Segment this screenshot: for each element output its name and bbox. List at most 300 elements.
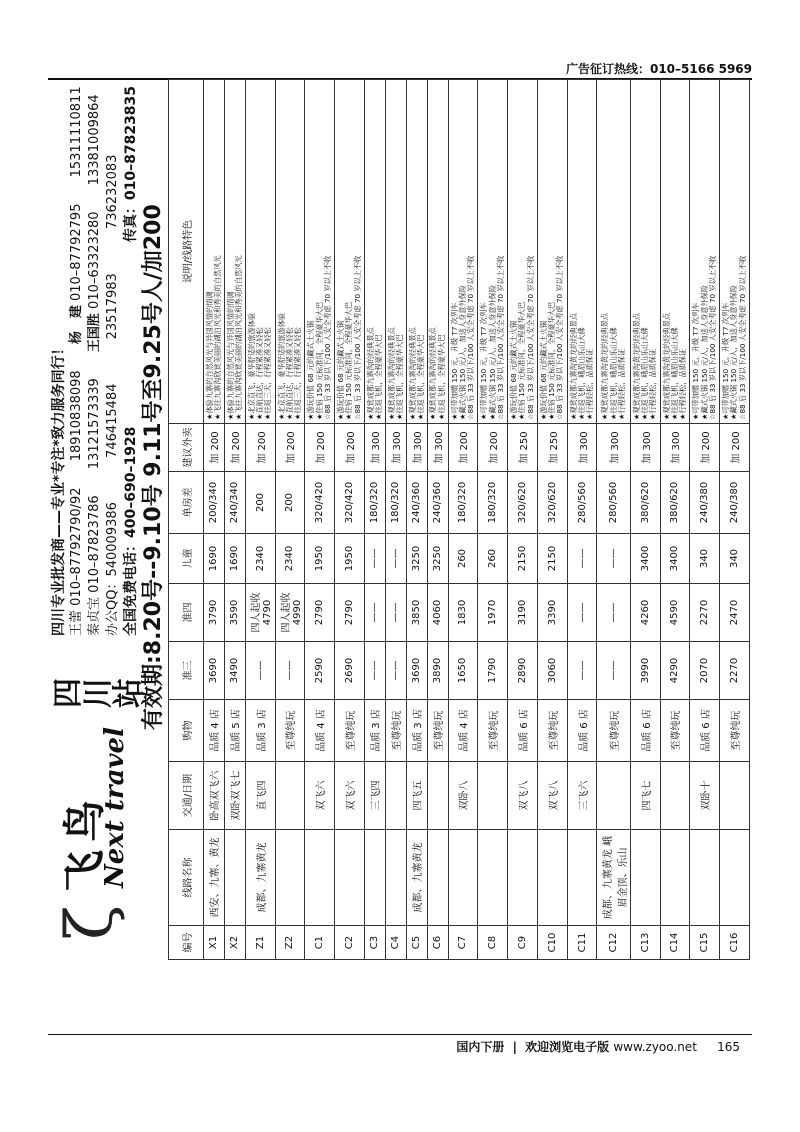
- price-z3: ——: [275, 642, 305, 700]
- shopping: 至尊纯玩: [660, 700, 690, 762]
- shopping: 品质 4 店: [305, 700, 335, 762]
- shopping: 至尊纯玩: [427, 700, 448, 762]
- price-child: ——: [364, 534, 385, 584]
- suggested-retail: 加 200: [275, 424, 305, 472]
- contact-mobile: 18910838098: [69, 370, 84, 462]
- price-child: ——: [385, 534, 406, 584]
- price-z3: 2270: [720, 642, 750, 700]
- footer-section: 国内下册: [456, 1040, 505, 1054]
- suggested-retail: 加 300: [567, 424, 597, 472]
- feature-line: ★住宿 150 元标准间，全程豪华大巴: [314, 301, 324, 420]
- route-code: C15: [690, 926, 720, 960]
- price-z3: 3890: [427, 642, 448, 700]
- route-name: [630, 830, 660, 926]
- feature-line: ★往返飞机，全程豪华大巴: [373, 334, 383, 420]
- contact-phone: 010–87792795: [69, 203, 84, 302]
- col-header: 单房差: [169, 472, 204, 534]
- price-z4: 四人起收 4790: [245, 584, 275, 642]
- feature-line: ★住宿 150 元标准间，全程豪华大巴: [517, 301, 527, 420]
- single-room: 180/320: [385, 472, 406, 534]
- route-code: C9: [508, 926, 538, 960]
- route-code: C13: [630, 926, 660, 960]
- contact-row: [68, 86, 86, 636]
- feature-line: ★行程轻松，品质保证: [616, 348, 626, 420]
- price-child: 3250: [406, 534, 427, 584]
- price-z4: 2790: [335, 584, 365, 642]
- route-name: [305, 830, 335, 926]
- route-features: [690, 80, 720, 424]
- transport-days: 四飞五: [406, 762, 427, 830]
- shopping: 品质 5 店: [224, 700, 245, 762]
- feature-line: ★行程轻松，品质保证: [585, 348, 595, 420]
- table-row: [305, 80, 335, 960]
- price-z3: 3060: [537, 642, 567, 700]
- route-code: C11: [567, 926, 597, 960]
- price-child: 260: [448, 534, 478, 584]
- price-z4: ——: [567, 584, 597, 642]
- feature-line: ★观赏成都九寨沟的经典景点: [428, 327, 438, 420]
- suggested-retail: 加 300: [364, 424, 385, 472]
- price-child: 2340: [245, 534, 275, 584]
- feature-line: ★往返飞机，全程豪华大巴: [415, 334, 425, 420]
- col-header: 线路名称: [169, 830, 204, 926]
- shopping: 至尊纯玩: [720, 700, 750, 762]
- table-row: [385, 80, 406, 960]
- shopping: 至尊纯玩: [478, 700, 508, 762]
- transport-days: 直飞四: [245, 762, 275, 830]
- qq-number: 736232083: [105, 154, 120, 230]
- single-room: 320/420: [335, 472, 365, 534]
- table-row: [537, 80, 567, 960]
- shopping: 品质 6 店: [508, 700, 538, 762]
- feature-line: ☆88 后 33 岁以下/100 人安全考虑 70 岁以上不收: [322, 255, 332, 420]
- footer-separator: |: [512, 1040, 517, 1054]
- table-row: [690, 80, 720, 960]
- feature-line: ★藏式火锅 150 元/人，加送人身意外保险: [487, 285, 497, 420]
- route-features: [406, 80, 427, 424]
- feature-line: ★住宿 150 元标准间，全程豪华大巴: [547, 301, 557, 420]
- contact-phone: 010–87792790/92: [69, 487, 84, 606]
- suggested-retail: 加 200: [335, 424, 365, 472]
- transport-days: 双飞八: [537, 762, 567, 830]
- suggested-retail: 加 300: [597, 424, 630, 472]
- table-header-row: [169, 80, 204, 960]
- suggested-retail: 加 200: [245, 424, 275, 472]
- price-z3: 2890: [508, 642, 538, 700]
- table-row: [406, 80, 427, 960]
- price-child: 2150: [537, 534, 567, 584]
- feature-line: ☆88 后 33 岁以下/100 人安全考虑 70 岁以上不收: [495, 255, 505, 420]
- station-char: 四: [51, 672, 86, 708]
- feature-line: ★飞往九寨沟欣赏美丽的湖泊风光和秀美的自然风光: [212, 255, 222, 420]
- feature-line: ☆88 后 33 岁以下/100 人安全考虑 70 岁以上不收: [707, 255, 717, 420]
- price-child: 340: [720, 534, 750, 584]
- shopping: 品质 6 店: [630, 700, 660, 762]
- route-name: [385, 830, 406, 926]
- route-features: [660, 80, 690, 424]
- shopping: 品质 6 店: [690, 700, 720, 762]
- route-name: [567, 830, 597, 926]
- col-header: 交通/日期: [169, 762, 204, 830]
- price-z4: 2790: [305, 584, 335, 642]
- table-row: [427, 80, 448, 960]
- feature-line: ★往返飞机，峨眉山乐山大佛: [669, 327, 679, 420]
- ad-hotline: 广告征订热线：010–5166 5969: [565, 62, 752, 76]
- route-name: [275, 830, 305, 926]
- shopping: 品质 3 店: [245, 700, 275, 762]
- feature-line: ★观赏成都九寨沟黄龙的经典景点: [631, 312, 641, 420]
- table-row: [660, 80, 690, 960]
- transport-days: [385, 762, 406, 830]
- footer-welcome: 欢迎浏览电子版: [525, 1040, 610, 1054]
- single-room: 180/320: [364, 472, 385, 534]
- price-z4: 3190: [508, 584, 538, 642]
- route-price-table: [168, 79, 750, 960]
- feature-line: ★往返飞机，峨眉山乐山大佛: [608, 327, 618, 420]
- price-child: 2150: [508, 534, 538, 584]
- table-row: [630, 80, 660, 960]
- feature-line: ★藏式火锅 150 元/人，加送人身意外保险: [457, 285, 467, 420]
- feature-line: ★游玩价值 68 元的藏式土火锅: [306, 320, 316, 420]
- transport-days: 双卧八: [448, 762, 478, 830]
- feature-line: ★观赏成都九寨沟黄龙的经典景点: [568, 312, 578, 420]
- feature-line: ★行程轻松，品质保证: [678, 348, 688, 420]
- suggested-retail: 加 200: [224, 424, 245, 472]
- price-z4: ——: [385, 584, 406, 642]
- feature-line: ★观赏成都九寨沟黄龙的经典景点: [661, 312, 671, 420]
- feature-line: ★往返飞机，全程豪华大巴: [436, 334, 446, 420]
- feature-line: ★观赏成都九寨沟的经典景点: [386, 327, 396, 420]
- route-features: [597, 80, 630, 424]
- route-code: C12: [597, 926, 630, 960]
- price-child: ——: [597, 534, 630, 584]
- logo-english: Next travel: [100, 727, 130, 888]
- price-child: 1690: [224, 534, 245, 584]
- route-features: [508, 80, 538, 424]
- price-z3: 3490: [224, 642, 245, 700]
- col-header: 建议外卖: [169, 424, 204, 472]
- station-char: 川: [81, 672, 116, 708]
- feature-line: ★观赏成都九寨沟的经典景点: [365, 327, 375, 420]
- route-code: C1: [305, 926, 335, 960]
- route-code: C3: [364, 926, 385, 960]
- route-features: [335, 80, 365, 424]
- feature-line: ★体验九寨的自然风光与异国风情的情调: [204, 291, 214, 420]
- route-code: C10: [537, 926, 567, 960]
- feature-line: ★北京直飞，豪华舒适的旅游体验: [246, 312, 256, 420]
- price-z4: 4260: [630, 584, 660, 642]
- price-z3: 2070: [690, 642, 720, 700]
- price-child: 3400: [660, 534, 690, 584]
- table-row: [275, 80, 305, 960]
- price-child: 3250: [427, 534, 448, 584]
- contact-name: 王蕾: [69, 609, 84, 636]
- route-name: [335, 830, 365, 926]
- qq-number: 746415484: [105, 383, 120, 458]
- feature-line: ★住宿 150 元标准间，全程豪华大巴: [344, 301, 354, 420]
- price-z3: 3990: [630, 642, 660, 700]
- feature-line: ★飞往九寨沟欣赏美丽的湖泊风光和秀美的自然风光: [233, 255, 243, 420]
- station-title: [51, 640, 146, 708]
- feature-line: ★往返三天，行程紧凑又轻松: [263, 327, 273, 420]
- single-room: 240/340: [224, 472, 245, 534]
- price-child: ——: [567, 534, 597, 584]
- route-code: C4: [385, 926, 406, 960]
- suggested-retail: 加 300: [406, 424, 427, 472]
- table-row: [567, 80, 597, 960]
- feature-line: ★往返飞机，全程豪华大巴: [394, 334, 404, 420]
- route-name: [224, 830, 245, 926]
- suggested-retail: 加 300: [385, 424, 406, 472]
- transport-days: [427, 762, 448, 830]
- feature-line: ★可带加赠 150 元，升级 T7 次列车: [691, 302, 701, 420]
- phone-row: [122, 86, 140, 636]
- feature-line: ★体验九寨的自然风光与异国风情的情调: [225, 291, 235, 420]
- feature-line: ★藏式火锅 150 元/人，加送人身意外保险: [729, 285, 739, 420]
- col-header: 编号: [169, 926, 204, 960]
- table-row: [224, 80, 245, 960]
- route-code: Z2: [275, 926, 305, 960]
- transport-days: [478, 762, 508, 830]
- feature-line: ★往返三天，行程紧凑又轻松: [293, 327, 303, 420]
- shopping: 至尊纯玩: [597, 700, 630, 762]
- contact-phone: 010–63323280: [87, 211, 102, 309]
- transport-days: 双飞六: [335, 762, 365, 830]
- suggested-retail: 加 300: [630, 424, 660, 472]
- price-child: 3400: [630, 534, 660, 584]
- route-code: Z1: [245, 926, 275, 960]
- shopping: 品质 4 店: [204, 700, 225, 762]
- price-z3: ——: [597, 642, 630, 700]
- suggested-retail: 加 200: [690, 424, 720, 472]
- single-room: 200: [275, 472, 305, 534]
- feature-line: ★可带加赠 150 元，升级 T7 次列车: [479, 302, 489, 420]
- price-z4: ——: [364, 584, 385, 642]
- route-name: 成都、九寨黄龙: [406, 830, 427, 926]
- route-features: [567, 80, 597, 424]
- feature-line: ☆88 后 33 岁以下/100 人安全考虑 70 岁以上不收: [737, 255, 747, 420]
- col-header: 购物: [169, 700, 204, 762]
- price-child: 340: [690, 534, 720, 584]
- single-room: 280/560: [567, 472, 597, 534]
- footer-rule: [48, 1034, 752, 1035]
- suggested-retail: 加 200: [305, 424, 335, 472]
- price-z4: 4590: [660, 584, 690, 642]
- price-z4: 3390: [537, 584, 567, 642]
- transport-days: 三飞四: [364, 762, 385, 830]
- feature-line: ★行程轻松，品质保证: [648, 348, 658, 420]
- transport-days: 双卧双飞七: [224, 762, 245, 830]
- feature-line: ☆88 后 33 岁以下/100 人安全考虑 70 岁以上不收: [466, 255, 476, 420]
- feature-line: ★可带加赠 150 元，升级 T7 次列车: [721, 302, 731, 420]
- suggested-retail: 加 200: [448, 424, 478, 472]
- feature-line: ★藏式火锅 150 元/人，加送人身意外保险: [699, 285, 709, 420]
- table-row: [204, 80, 225, 960]
- single-room: 180/320: [448, 472, 478, 534]
- agency-header: [48, 80, 146, 960]
- table-row: [478, 80, 508, 960]
- office-qq: 办公QQ：540009386: [105, 502, 120, 636]
- table-row: [448, 80, 478, 960]
- price-z4: 2470: [720, 584, 750, 642]
- route-name: 成都、九寨黄龙: [245, 830, 275, 926]
- shopping: 至尊纯玩: [335, 700, 365, 762]
- route-features: [720, 80, 750, 424]
- shopping: 品质 3 店: [364, 700, 385, 762]
- shopping: 品质 4 店: [448, 700, 478, 762]
- route-features: [275, 80, 305, 424]
- feature-line: ☆88 后 33 岁以下/100 人安全考虑 70 岁以上不收: [352, 255, 362, 420]
- single-room: 320/420: [305, 472, 335, 534]
- col-header: 说明/线路特色: [169, 80, 204, 424]
- shopping: 至尊纯玩: [275, 700, 305, 762]
- contact-phone: 010–87823786: [87, 495, 102, 593]
- feature-line: ★游玩价值 68 元的藏式土火锅: [538, 320, 548, 420]
- price-z4: 四人起收 4990: [275, 584, 305, 642]
- feature-line: ★游玩价值 68 元的藏式土火锅: [336, 320, 346, 420]
- price-z3: 3690: [204, 642, 225, 700]
- page-footer: [456, 1038, 740, 1055]
- single-room: 200: [245, 472, 275, 534]
- transport-days: [275, 762, 305, 830]
- price-z3: ——: [385, 642, 406, 700]
- route-features: [478, 80, 508, 424]
- price-z4: 1830: [448, 584, 478, 642]
- single-room: 240/360: [427, 472, 448, 534]
- col-header: 准四: [169, 584, 204, 642]
- route-code: X2: [224, 926, 245, 960]
- shopping: 品质 3 店: [406, 700, 427, 762]
- feature-line: ★观赏成都九寨沟的经典景点: [407, 327, 417, 420]
- price-z3: 3690: [406, 642, 427, 700]
- route-code: C6: [427, 926, 448, 960]
- feature-line: ★观赏成都九寨沟黄龙的经典景点: [600, 312, 610, 420]
- route-name: [720, 830, 750, 926]
- route-name: [508, 830, 538, 926]
- price-z4: 3850: [406, 584, 427, 642]
- col-header: 儿童: [169, 534, 204, 584]
- transport-days: 四飞七: [630, 762, 660, 830]
- transport-days: [720, 762, 750, 830]
- single-room: 240/360: [406, 472, 427, 534]
- rotated-sheet: [48, 80, 752, 960]
- route-name: [537, 830, 567, 926]
- feature-line: ★往返飞机，峨眉山乐山大佛: [640, 327, 650, 420]
- price-z3: ——: [567, 642, 597, 700]
- single-room: 380/620: [630, 472, 660, 534]
- col-header: 准三: [169, 642, 204, 700]
- route-name: [478, 830, 508, 926]
- free-phone: 全国免费电话：400–690–1928: [123, 426, 139, 636]
- contact-mobile: 13381009864: [87, 94, 102, 186]
- feature-line: ★直航直达，行程紧凑又轻松: [284, 327, 294, 420]
- route-name: [364, 830, 385, 926]
- route-name: [690, 830, 720, 926]
- route-code: C14: [660, 926, 690, 960]
- price-child: 1950: [305, 534, 335, 584]
- table-row: [720, 80, 750, 960]
- contact-name: 王国胜: [87, 313, 102, 353]
- single-room: 240/380: [720, 472, 750, 534]
- route-features: [364, 80, 385, 424]
- single-room: 180/320: [478, 472, 508, 534]
- route-name: [660, 830, 690, 926]
- route-features: [245, 80, 275, 424]
- single-room: 280/560: [597, 472, 630, 534]
- route-features: [204, 80, 225, 424]
- route-code: C2: [335, 926, 365, 960]
- logo-chinese: 飞鸟: [60, 791, 109, 892]
- table-body: [204, 80, 750, 960]
- suggested-retail: 加 250: [508, 424, 538, 472]
- transport-days: 双卧十: [690, 762, 720, 830]
- contact-mobile: 13121573339: [87, 378, 102, 470]
- price-z4: 3590: [224, 584, 245, 642]
- route-code: C8: [478, 926, 508, 960]
- suggested-retail: 加 200: [720, 424, 750, 472]
- route-features: [305, 80, 335, 424]
- route-name: 西安、九寨、黄龙: [204, 830, 225, 926]
- route-code: X1: [204, 926, 225, 960]
- price-z3: 1650: [448, 642, 478, 700]
- suggested-retail: 加 250: [537, 424, 567, 472]
- station-char: 站: [111, 672, 146, 708]
- price-z4: 2270: [690, 584, 720, 642]
- route-code: C7: [448, 926, 478, 960]
- feature-line: ★直航直达，行程紧凑又轻松: [255, 327, 265, 420]
- route-name: [427, 830, 448, 926]
- feature-line: ★往返飞机，峨眉山乐山大佛: [576, 327, 586, 420]
- transport-days: 双飞八: [508, 762, 538, 830]
- price-child: 2340: [275, 534, 305, 584]
- contact-row: [86, 86, 104, 636]
- table-row: [364, 80, 385, 960]
- contact-name: 杨 建: [69, 305, 84, 345]
- transport-days: [597, 762, 630, 830]
- price-z3: 4290: [660, 642, 690, 700]
- shopping: 至尊纯玩: [537, 700, 567, 762]
- table-row: [597, 80, 630, 960]
- suggested-retail: 加 300: [427, 424, 448, 472]
- slogan: 四川专业批发商——专业*专注*致力服务同行！: [51, 341, 67, 636]
- shopping: 品质 6 店: [567, 700, 597, 762]
- route-name: [448, 830, 478, 926]
- feature-line: ★可带加赠 150 元，升级 T7 次列车: [449, 302, 459, 420]
- fax: 传真：010–87823835: [123, 85, 139, 243]
- transport-days: 三飞六: [567, 762, 597, 830]
- qq-number: 23517983: [105, 273, 120, 340]
- feature-line: ☆88 后 33 岁以下/100 人安全考虑 70 岁以上不收: [555, 255, 565, 420]
- single-room: 320/620: [537, 472, 567, 534]
- feature-line: ☆88 后 33 岁以下/100 人安全考虑 70 岁以上不收: [525, 255, 535, 420]
- shopping: 至尊纯玩: [385, 700, 406, 762]
- route-code: C16: [720, 926, 750, 960]
- suggested-retail: 加 200: [204, 424, 225, 472]
- route-features: [427, 80, 448, 424]
- price-child: 1950: [335, 534, 365, 584]
- route-features: [385, 80, 406, 424]
- suggested-retail: 加 300: [660, 424, 690, 472]
- footer-url[interactable]: www.zyoo.net: [613, 1040, 697, 1054]
- contact-info: [50, 86, 140, 636]
- page-number: 165: [717, 1040, 740, 1054]
- price-z3: ——: [364, 642, 385, 700]
- transport-days: [660, 762, 690, 830]
- single-room: 200/340: [204, 472, 225, 534]
- single-room: 240/380: [690, 472, 720, 534]
- feature-line: ★游玩价值 68 元的藏式土火锅: [509, 320, 519, 420]
- price-z4: ——: [597, 584, 630, 642]
